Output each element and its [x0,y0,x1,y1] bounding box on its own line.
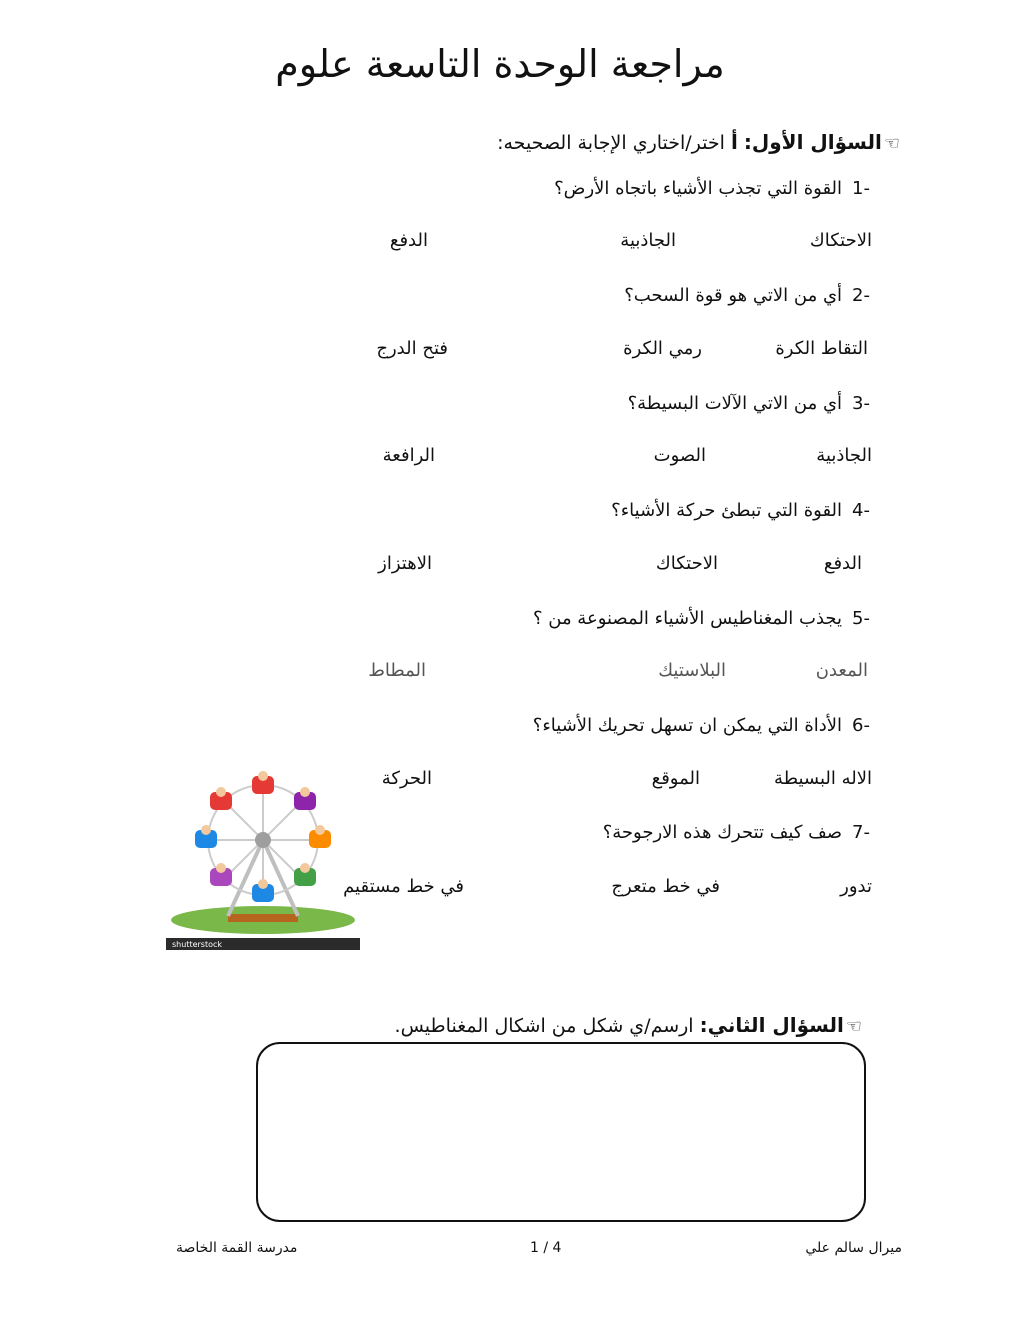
section1-letter: أ [730,130,738,154]
question-number: -1 [852,178,870,199]
q1-option-3[interactable]: الدفع [389,230,428,251]
q6-option-1[interactable]: الاله البسيطة [774,768,872,789]
page-title: مراجعة الوحدة التاسعة علوم [275,42,725,86]
section2-heading [395,1013,862,1037]
question-5 [533,608,870,629]
section2-instruction: ارسم/ي شكل من اشكال المغناطيس. [394,1015,694,1037]
question-number: -6 [852,715,870,736]
question-text: يجذب المغناطيس الأشياء المصنوعة من ؟ [532,608,843,629]
question-number: -5 [852,608,870,629]
pointing-hand-icon: ☜ [845,1016,862,1037]
question-text: الأداة التي يمكن ان تسهل تحريك الأشياء؟ [532,715,843,736]
question-6 [533,715,870,736]
question-number: -7 [852,822,870,843]
q7-option-3[interactable]: في خط مستقيم [343,876,464,897]
footer-school-name: مدرسة القمة الخاصة [176,1240,298,1256]
q1-option-2[interactable]: الجاذبية [620,230,676,251]
q2-option-3[interactable]: فتح الدرج [376,338,448,359]
section1-heading [497,130,900,154]
q5-option-3[interactable]: المطاط [368,660,426,681]
q3-option-1[interactable]: الجاذبية [816,445,872,466]
ferris-wheel-icon [166,770,360,950]
q3-option-2[interactable]: الصوت [653,445,706,466]
ferris-wheel-image [166,770,360,950]
question-text: صف كيف تتحرك هذه الارجوحة؟ [602,822,843,843]
footer-student-name: ميرال سالم علي [805,1240,902,1256]
question-text: القوة التي تبطئ حركة الأشياء؟ [611,500,843,521]
question-number: -2 [852,285,870,306]
q5-option-2[interactable]: البلاستيك [658,660,726,681]
q4-option-1[interactable]: الدفع [823,553,862,574]
q4-option-3[interactable]: الاهتزاز [378,553,432,574]
question-text: القوة التي تجذب الأشياء باتجاه الأرض؟ [554,178,843,199]
watermark-text: shutterstock [172,940,223,949]
question-7 [603,822,870,843]
question-number: -4 [852,500,870,521]
q5-option-1[interactable]: المعدن [815,660,868,681]
question-4 [611,500,870,521]
q7-option-2[interactable]: في خط متعرج [611,876,720,897]
drawing-area[interactable] [256,1042,866,1222]
footer-page-number: 1 / 4 [530,1240,562,1256]
q4-option-2[interactable]: الاحتكاك [655,553,718,574]
section2-label: السؤال الثاني: [699,1013,844,1037]
question-1 [554,178,870,199]
question-3 [628,393,870,414]
q7-option-1[interactable]: تدور [840,876,872,897]
question-number: -3 [852,393,870,414]
section1-instruction: اختر/اختاري الإجابة الصحيحه: [497,132,725,154]
question-2 [624,285,870,306]
question-text: أي من الاتي هو قوة السحب؟ [624,285,843,306]
section1-label: السؤال الأول: [743,130,882,154]
q6-option-2[interactable]: الموقع [651,768,700,789]
q2-option-1[interactable]: التقاط الكرة [775,338,868,359]
q6-option-3[interactable]: الحركة [381,768,432,789]
question-text: أي من الاتي الآلات البسيطة؟ [627,393,843,414]
pointing-hand-icon: ☜ [883,133,900,154]
q3-option-3[interactable]: الرافعة [382,445,435,466]
q1-option-1[interactable]: الاحتكاك [809,230,872,251]
q2-option-2[interactable]: رمي الكرة [623,338,702,359]
